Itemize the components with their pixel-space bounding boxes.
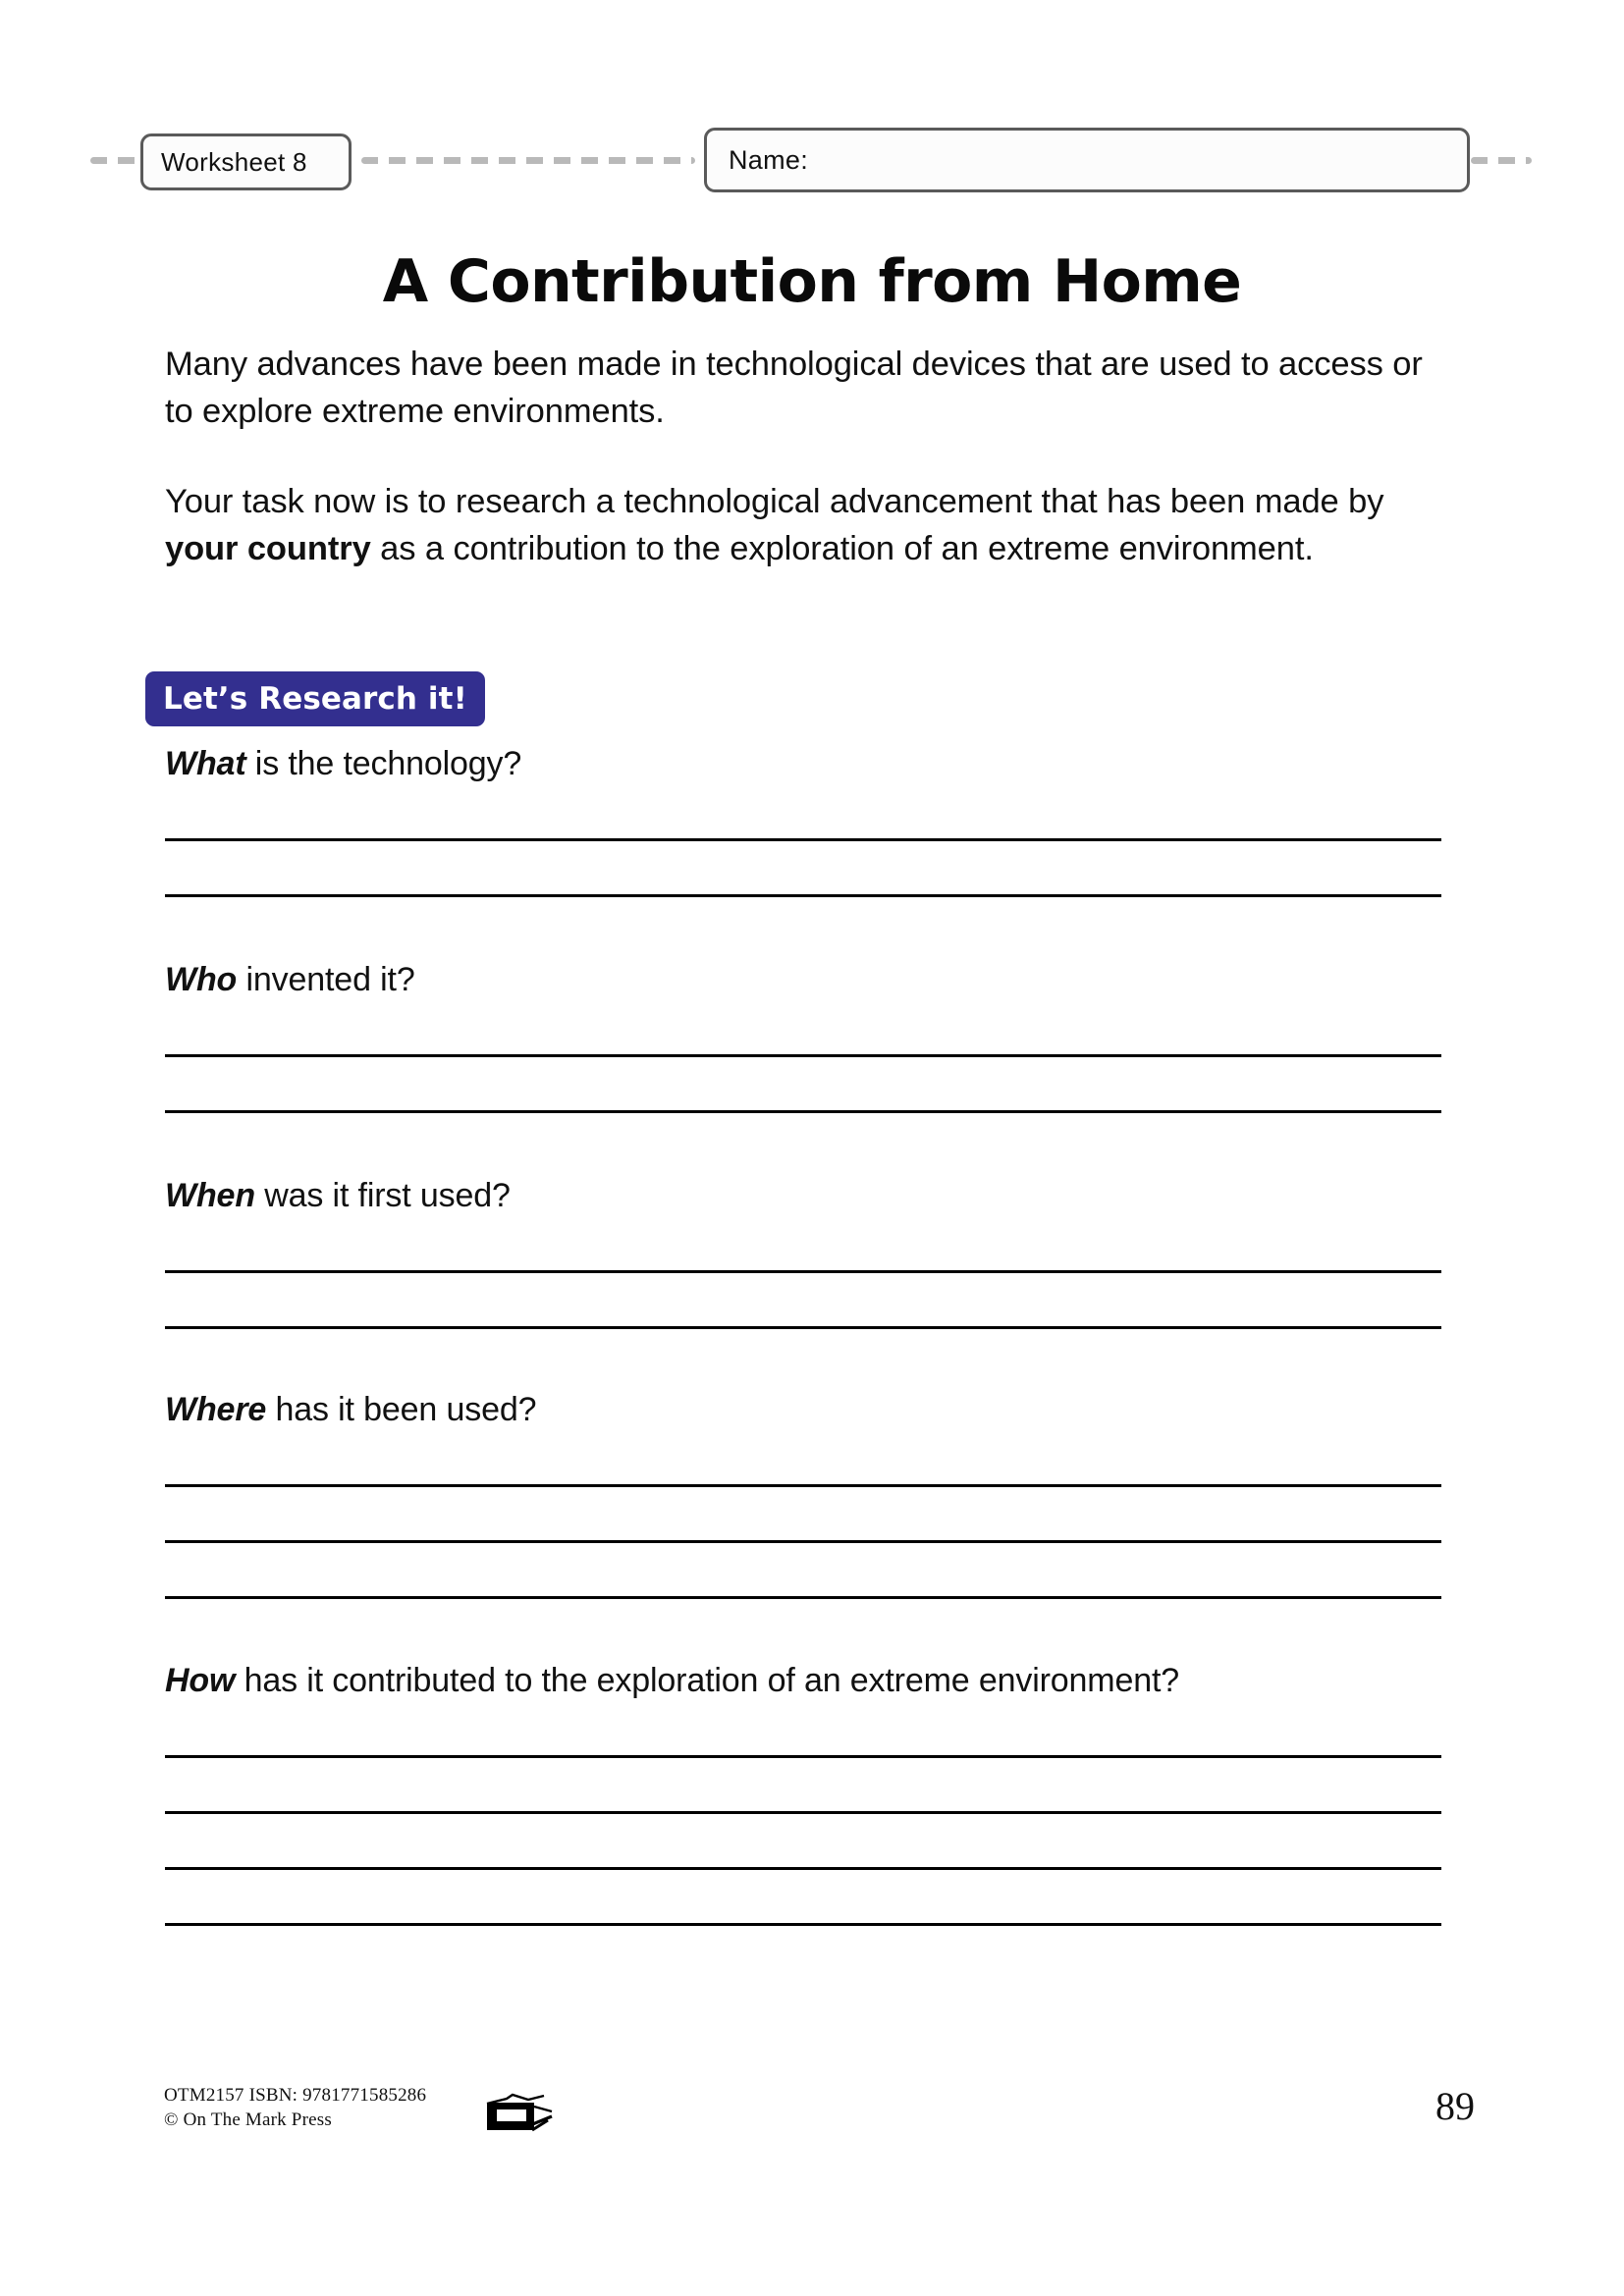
- answer-line[interactable]: [165, 894, 1441, 897]
- question-keyword-who: Who: [165, 961, 238, 998]
- answer-line[interactable]: [165, 1270, 1441, 1273]
- answer-line[interactable]: [165, 1110, 1441, 1113]
- question-block-who: [165, 958, 1441, 1113]
- page-header: [0, 126, 1624, 194]
- intro-section: [165, 341, 1441, 572]
- intro-paragraph-2-part-2: as a contribution to the exploration of an extreme environment.: [370, 530, 1314, 567]
- lets-research-it-label: Let’s Research it!: [163, 681, 467, 717]
- question-rest-who: invented it?: [237, 961, 415, 998]
- dashed-rule-middle: [361, 157, 695, 164]
- page-footer: [0, 2083, 1624, 2171]
- answer-lines-what: [165, 838, 1441, 897]
- intro-paragraph-1: Many advances have been made in technological devices that are used to access or to explore extreme environments.: [165, 346, 1423, 430]
- answer-line[interactable]: [165, 1326, 1441, 1329]
- question-keyword-what: What: [165, 745, 246, 782]
- page-number: 89: [1435, 2084, 1475, 2128]
- question-block-how: [165, 1659, 1441, 1926]
- answer-line[interactable]: [165, 1596, 1441, 1599]
- question-rest-where: has it been used?: [266, 1391, 537, 1428]
- footer-imprint: [164, 2083, 426, 2132]
- worksheet-number-tag: [140, 133, 352, 190]
- answer-lines-when: [165, 1270, 1441, 1329]
- question-rest-when: was it first used?: [254, 1177, 511, 1214]
- answer-lines-where: [165, 1484, 1441, 1599]
- question-text-where: [165, 1388, 1441, 1431]
- answer-line[interactable]: [165, 1811, 1441, 1814]
- question-text-what: [165, 742, 1441, 785]
- name-field[interactable]: [704, 128, 1470, 192]
- footer-catalog-line: OTM2157 ISBN: 9781771585286: [164, 2085, 427, 2106]
- worksheet-number-label: Worksheet 8: [161, 146, 307, 177]
- question-text-when: [165, 1174, 1441, 1217]
- page-title: A Contribution from Home: [382, 247, 1242, 316]
- question-keyword-how: How: [165, 1662, 236, 1699]
- answer-line[interactable]: [165, 1923, 1441, 1926]
- footer-copyright-line: © On The Mark Press: [164, 2109, 332, 2130]
- name-field-label: Name:: [729, 144, 809, 175]
- answer-lines-how: [165, 1755, 1441, 1926]
- question-block-when: [165, 1174, 1441, 1329]
- question-block-where: [165, 1388, 1441, 1599]
- lets-research-it-banner: [145, 671, 485, 726]
- answer-line[interactable]: [165, 1755, 1441, 1758]
- on-the-mark-press-logo-icon: [483, 2090, 568, 2139]
- answer-line[interactable]: [165, 1054, 1441, 1057]
- dashed-rule-right: [1471, 157, 1532, 164]
- question-keyword-when: When: [165, 1177, 255, 1214]
- answer-line[interactable]: [165, 838, 1441, 841]
- question-block-what: [165, 742, 1441, 897]
- answer-lines-who: [165, 1054, 1441, 1113]
- intro-paragraph-2-part-1: Your task now is to research a technological advancement that has been made by: [165, 483, 1384, 520]
- question-text-who: [165, 958, 1441, 1001]
- intro-paragraph-2: [165, 478, 1441, 572]
- question-rest-what: is the technology?: [245, 745, 522, 782]
- answer-line[interactable]: [165, 1867, 1441, 1870]
- answer-line[interactable]: [165, 1540, 1441, 1543]
- question-rest-how: has it contributed to the exploration of an extreme environment?: [235, 1662, 1180, 1699]
- intro-paragraph-2-emphasis: your country: [165, 530, 371, 567]
- question-text-how: [165, 1659, 1441, 1702]
- question-keyword-where: Where: [165, 1391, 267, 1428]
- answer-line[interactable]: [165, 1484, 1441, 1487]
